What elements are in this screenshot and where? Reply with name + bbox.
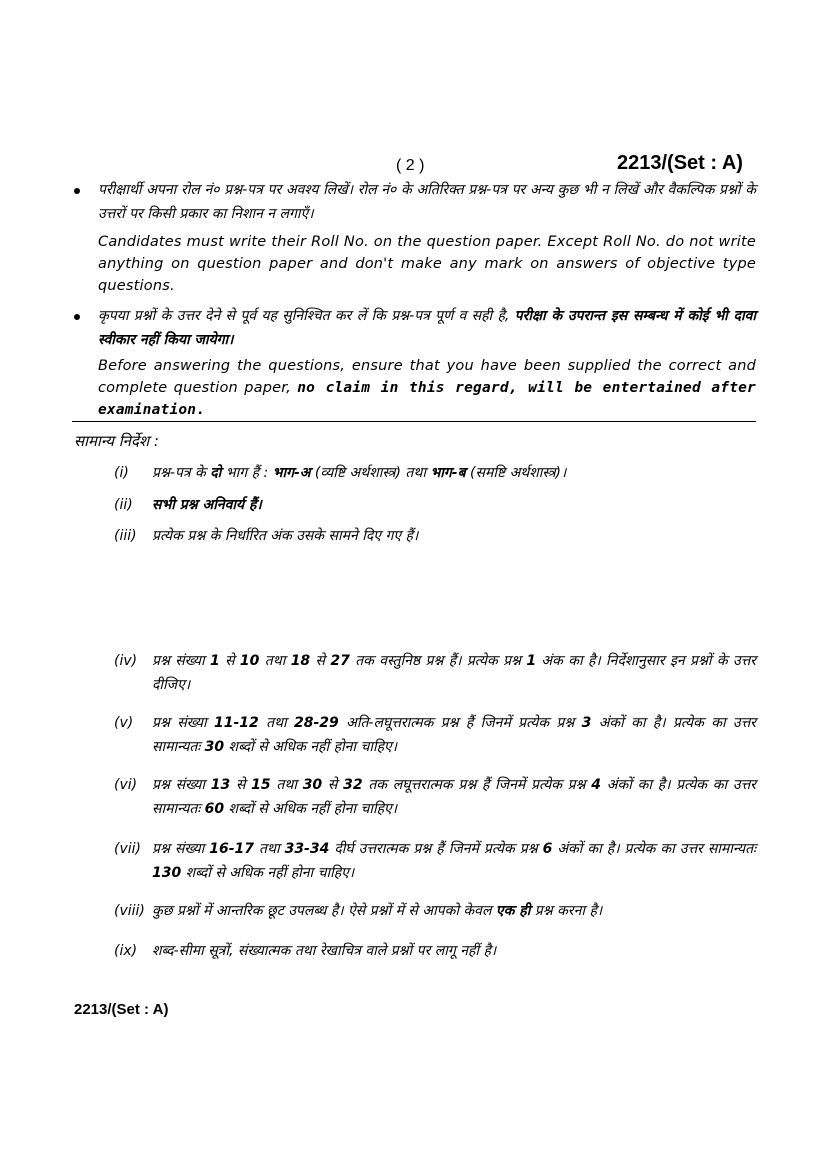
item-text: कुछ प्रश्नों में आन्तरिक छूट उपलब्ध है। ऐसे प्रश्नों में से आपको केवल	[152, 903, 496, 919]
item-text: तथा	[270, 777, 303, 793]
item-text: शब्दों से अधिक नहीं होना चाहिए।	[224, 739, 398, 755]
emphasis-text: 11-12	[213, 715, 259, 731]
item-text: अंकों का है। प्रत्येक का उत्तर सामान्यतः	[152, 715, 756, 755]
item-num: (ix)	[114, 943, 138, 959]
item-text: प्रश्न संख्या	[152, 777, 211, 793]
paper-code-header: 2213/(Set : A)	[617, 152, 743, 174]
emphasis-text: 1	[209, 653, 220, 669]
instruction-2-english-plain: Before answering the questions, ensure that you have been supplied the correct and complete question paper,	[98, 358, 756, 396]
item-ii	[152, 493, 756, 517]
item-text: से	[219, 653, 240, 669]
item-text: तथा	[258, 715, 294, 731]
instruction-2-english-bold: no claim in this regard, will be entertained after examination.	[98, 380, 756, 418]
item-text: अंकों का है। प्रत्येक का उत्तर सामान्यतः	[552, 841, 756, 857]
item-viii	[152, 899, 756, 923]
item-text: अति-लघूत्तरात्मक प्रश्न हैं जिनमें प्रत्येक प्रश्न	[338, 715, 582, 731]
item-text: तथा	[254, 841, 285, 857]
item-num: (iii)	[114, 528, 137, 544]
item-text: शब्दों से अधिक नहीं होना चाहिए।	[224, 801, 398, 817]
emphasis-text: 16-17	[209, 841, 255, 857]
emphasis-text: 27	[330, 653, 350, 669]
emphasis-text: दो	[210, 465, 222, 481]
item-text: तक वस्तुनिष्ठ प्रश्न हैं। प्रत्येक प्रश्न	[349, 653, 527, 669]
emphasis-text: 13	[210, 777, 231, 793]
item-v	[152, 711, 756, 759]
item-num: (vi)	[114, 777, 138, 793]
item-num: (viii)	[114, 903, 145, 919]
item-iii: प्रत्येक प्रश्न के निर्धारित अंक उसके सामने दिए गए हैं।	[152, 528, 419, 544]
item-num: (v)	[114, 715, 134, 731]
emphasis-text: सभी प्रश्न अनिवार्य हैं।	[152, 497, 262, 513]
emphasis-text: 18	[290, 653, 311, 669]
item-text: तक लघूत्तरात्मक प्रश्न हैं जिनमें प्रत्येक प्रश्न	[362, 777, 592, 793]
item-ix: शब्द-सीमा सूत्रों, संख्यात्मक तथा रेखाचित्र वाले प्रश्नों पर लागू नहीं है।	[152, 943, 497, 959]
item-text: दीर्घ उत्तरात्मक प्रश्न हैं जिनमें प्रत्येक प्रश्न	[329, 841, 543, 857]
instruction-1-english: Candidates must write their Roll No. on the question paper. Except Roll No. do not write anything on question paper and don't make any mark on answers of objective type questions.	[98, 234, 756, 294]
item-text: प्रश्न संख्या	[152, 715, 214, 731]
emphasis-text: 130	[152, 865, 182, 881]
emphasis-text: 30	[204, 739, 225, 755]
item-text: से	[310, 653, 331, 669]
item-text: शब्दों से अधिक नहीं होना चाहिए।	[181, 865, 355, 881]
bullet-icon	[74, 314, 80, 320]
item-text: प्रश्न करना है।	[530, 903, 603, 919]
item-text: प्रश्न संख्या	[152, 653, 210, 669]
instruction-2-hindi	[98, 304, 756, 352]
general-instructions-heading: सामान्य निर्देश :	[74, 432, 159, 450]
instruction-2-hindi-plain: कृपया प्रश्नों के उत्तर देने से पूर्व यह सुनिश्चित कर लें कि प्रश्न-पत्र पूर्ण व सही है,	[98, 308, 515, 324]
item-i	[152, 461, 756, 485]
instruction-2-hindi-bold: परीक्षा के उपरान्त इस सम्बन्ध में कोई भी दावा स्वीकार नहीं किया जायेगा।	[98, 308, 756, 348]
item-vii	[152, 837, 756, 885]
emphasis-text: भाग-अ	[272, 465, 311, 481]
emphasis-text: 30	[302, 777, 323, 793]
bullet-icon	[74, 188, 80, 194]
emphasis-text: 28-29	[294, 715, 339, 731]
item-text: प्रश्न-पत्र के	[152, 465, 211, 481]
item-text: प्रश्न संख्या	[152, 841, 210, 857]
item-num: (vii)	[114, 841, 141, 857]
item-num: (ii)	[114, 497, 133, 513]
emphasis-text: 4	[591, 777, 602, 793]
emphasis-text: 32	[343, 777, 363, 793]
item-text: तथा	[259, 653, 291, 669]
item-text: भाग हैं :	[221, 465, 273, 481]
item-vi	[152, 773, 756, 821]
item-text: से	[230, 777, 252, 793]
item-num: (i)	[114, 465, 129, 481]
instruction-2-english	[98, 355, 756, 421]
item-num: (iv)	[114, 653, 138, 669]
page-number: ( 2 )	[396, 157, 425, 174]
item-text: (व्यष्टि अर्थशास्त्र) तथा	[310, 465, 431, 481]
item-text: से	[322, 777, 344, 793]
emphasis-text: 15	[251, 777, 271, 793]
item-text: (समष्टि अर्थशास्त्र)।	[465, 465, 567, 481]
divider	[72, 421, 756, 422]
emphasis-text: 33-34	[284, 841, 330, 857]
emphasis-text: 1	[526, 653, 537, 669]
emphasis-text: भाग-ब	[430, 465, 466, 481]
paper-code-footer: 2213/(Set : A)	[74, 1001, 169, 1018]
emphasis-text: एक ही	[495, 903, 531, 919]
item-text: अंकों का है। प्रत्येक का उत्तर सामान्यतः	[152, 777, 756, 817]
item-iv	[152, 649, 756, 697]
item-text: अंक का है। निर्देशानुसार इन प्रश्नों के उत्तर दीजिए।	[152, 653, 757, 693]
emphasis-text: 60	[204, 801, 225, 817]
instruction-1-hindi: परीक्षार्थी अपना रोल नं० प्रश्न-पत्र पर अवश्य लिखें। रोल नं० के अतिरिक्त प्रश्न-पत्र पर अन्य कुछ भी न लिखें और वैकल्पिक प्रश्नों के उत्तरों पर किसी प्रकार का निशान न लगाएँ।	[98, 182, 756, 222]
emphasis-text: 10	[239, 653, 260, 669]
emphasis-text: 3	[581, 715, 592, 731]
emphasis-text: 6	[542, 841, 553, 857]
